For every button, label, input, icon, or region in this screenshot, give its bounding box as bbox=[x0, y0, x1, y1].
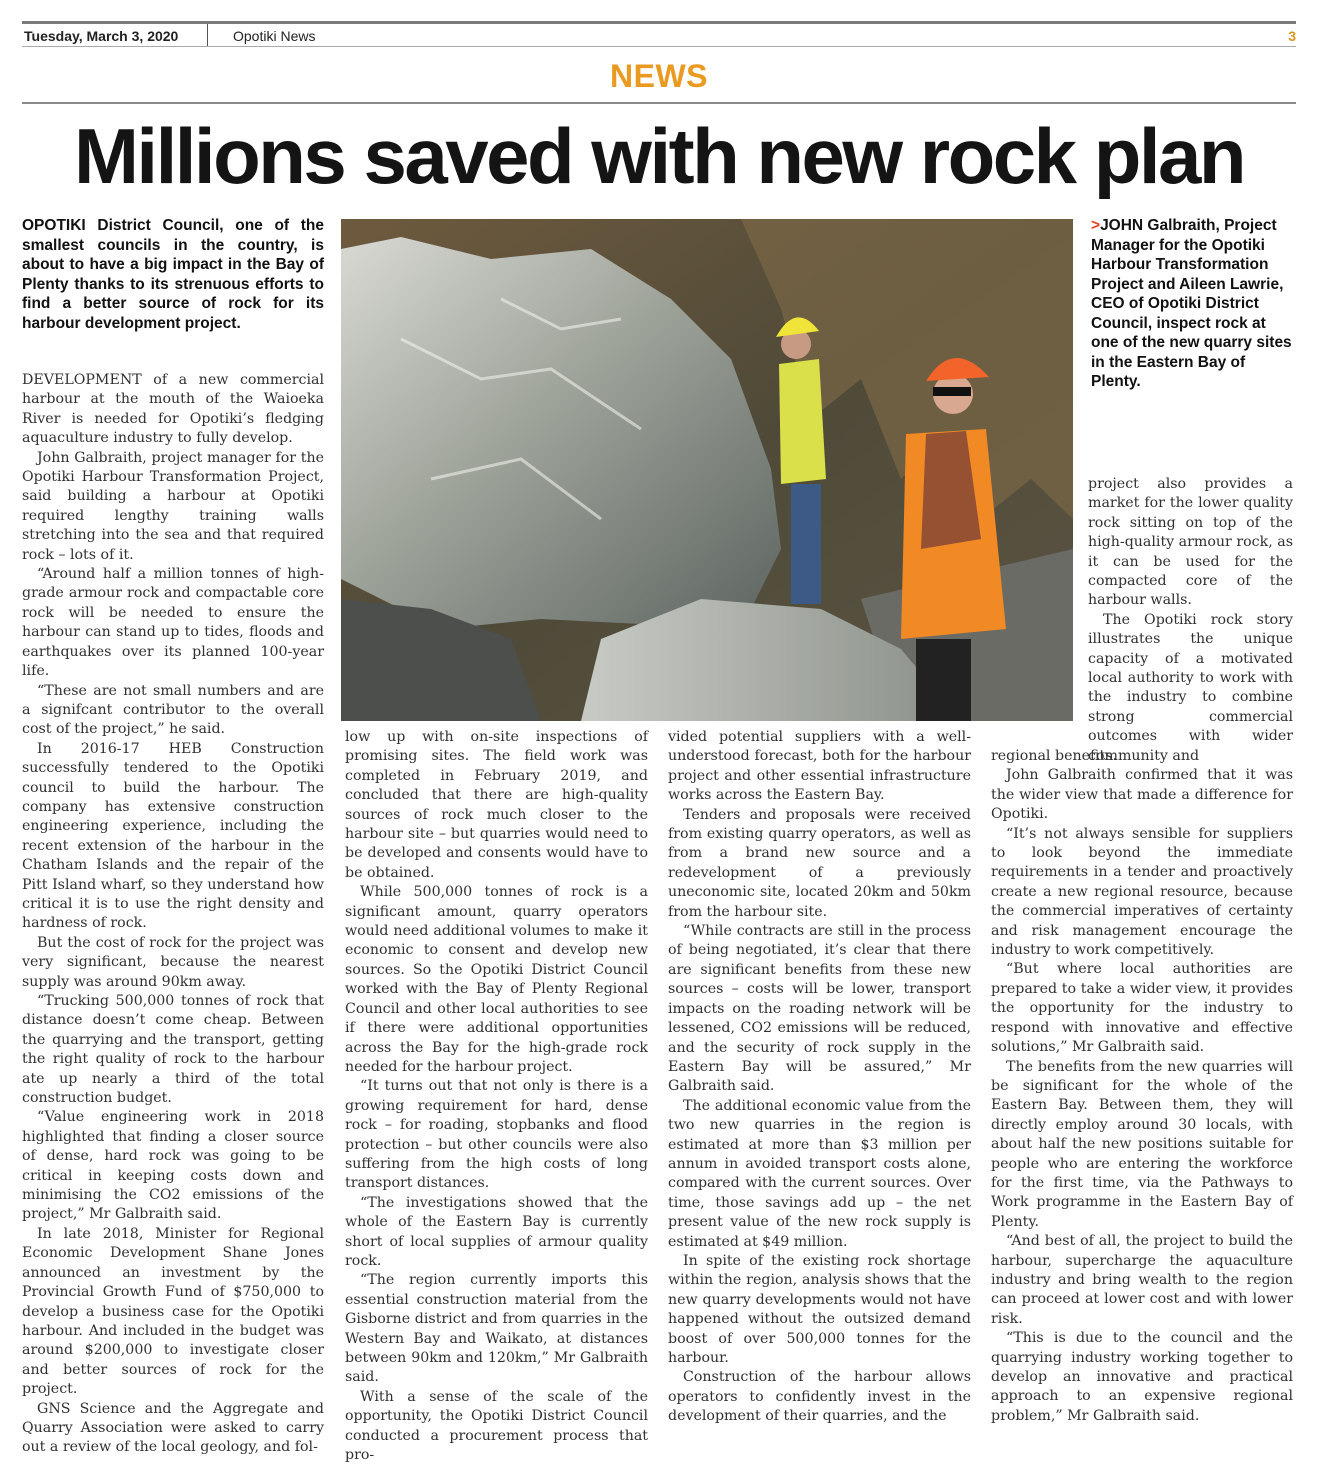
body-paragraph: “While contracts are still in the process of being negotiated, it’s clear that there are significant benefits from these new sources – costs will be lower, transport impacts on the roading network will be lessened, CO2 emissions will be reduced, and the security of rock supply in the Eastern Bay will be assured,” Mr Galbraith said. bbox=[668, 923, 971, 1095]
body-paragraph: “It’s not always sensible for suppliers to look beyond the immediate requirements in a tender and proactively create a new regional resource, because the commercial imperatives of certainty and risk management encourage the industry to work competitively. bbox=[991, 825, 1293, 959]
quarry-photo bbox=[341, 219, 1073, 721]
top-rule bbox=[22, 21, 1296, 24]
body-paragraph: In 2016-17 HEB Construction successfully tendered to the Opotiki council to build the harbour. The company has extensive construction engineering experience, including the recent extension of the harbour in the Chatham Islands and the repair of the Pitt Island wharf, so they understand how critical it is to use the right density and hardness of rock. bbox=[22, 740, 324, 932]
publication-name: Opotiki News bbox=[233, 28, 316, 44]
body-paragraph: While 500,000 tonnes of rock is a significant amount, quarry operators would need additional volumes to make it economic to consent and develop new sources. So the Opotiki District Council worked with the Bay of Plenty Regional Council and other local authorities to see if there were additional opportunities across the Bay for the high-grade rock needed for the harbour project. bbox=[345, 884, 648, 1075]
body-paragraph: The benefits from the new quarries will be significant for the whole of the Eastern Bay. Between them, they will directly employ around 30 locals, with about half the new positions suitable for people who are entering the workforce for the first time, via the Pathways to Work programme in the Eastern Bay of Plenty. bbox=[991, 1058, 1293, 1230]
body-column-2 bbox=[345, 728, 648, 1465]
body-paragraph: regional benefits. bbox=[991, 748, 1117, 764]
body-paragraph: John Galbraith confirmed that it was the wider view that made a difference for Opotiki. bbox=[991, 767, 1293, 823]
header-bottom-rule bbox=[22, 46, 1296, 47]
page-number: 3 bbox=[1288, 28, 1296, 44]
issue-date: Tuesday, March 3, 2020 bbox=[24, 28, 179, 44]
article-intro: OPOTIKI District Council, one of the smallest councils in the country, is about to have a big impact in the Bay of Plenty thanks to its strenuous efforts to find a better source of rock for its harbour development project. bbox=[22, 217, 324, 332]
article-headline: Millions saved with new rock plan bbox=[73, 112, 1245, 200]
body-paragraph: In spite of the existing rock shortage within the region, analysis shows that the new quarry developments would not have happened without the outsized demand boost of over 500,000 tonnes for the harbour. bbox=[668, 1252, 971, 1366]
body-paragraph: “And best of all, the project to build the harbour, supercharge the aquaculture industry and bring wealth to the region can proceed at lower cost and with lower risk. bbox=[991, 1233, 1293, 1327]
body-paragraph: “These are not small numbers and are a signifcant contributor to the overall cost of the project,” he said. bbox=[22, 682, 324, 738]
body-paragraph: vided potential suppliers with a well-understood forecast, both for the harbour project and other essential infrastructure works across the Eastern Bay. bbox=[668, 729, 971, 804]
body-paragraph: “Value engineering work in 2018 highlighted that finding a closer source of dense, hard rock was going to be critical in keeping costs down and minimising the CO2 emissions of the project,” Mr Galbraith said. bbox=[22, 1109, 324, 1223]
body-column-4-upper bbox=[1088, 475, 1293, 766]
body-paragraph: “This is due to the council and the quarrying industry working together to develop an innovative and practical approach to an expensive regional problem,” Mr Galbraith said. bbox=[991, 1330, 1293, 1424]
photo-caption bbox=[1091, 216, 1294, 392]
body-paragraph: GNS Science and the Aggregate and Quarry Association were asked to carry out a review of the local geology, and fol- bbox=[22, 1400, 324, 1456]
body-column-3 bbox=[668, 728, 971, 1427]
body-column-4-lower bbox=[991, 747, 1293, 1426]
body-column-1 bbox=[22, 371, 324, 1458]
body-paragraph: project also provides a market for the lower quality rock sitting on top of the high-quality armour rock, as it can be used for the compacted core of the harbour walls. bbox=[1088, 476, 1293, 609]
header-divider bbox=[207, 24, 208, 46]
body-paragraph: The additional economic value from the two new quarries in the region is estimated at more than $3 million per annum in avoided transport costs alone, compared with the current sources. Over time, those savings add up – the net present value of the new rock supply is estimated at $49 million. bbox=[668, 1097, 971, 1250]
body-paragraph: Construction of the harbour allows operators to confidently invest in the development of their quarries, and the bbox=[668, 1369, 971, 1425]
body-paragraph: “But where local authorities are prepared to take a wider view, it provides the opportunity for the industry to respond with innovative and effective solutions,” Mr Galbraith said. bbox=[991, 961, 1293, 1056]
body-paragraph: low up with on-site inspections of promising sites. The field work was completed in February 2019, and concluded that there are high-quality sources of rock much closer to the harbour site – but quarries would need to be developed and consents would have to be obtained. bbox=[345, 729, 648, 881]
body-paragraph: “The region currently imports this essential construction material from the Gisborne district and from quarries in the Western Bay and Waikato, at distances between 90km and 120km,” Mr Galbraith said. bbox=[345, 1272, 648, 1386]
caption-text: JOHN Galbraith, Project Manager for the Opotiki Harbour Transformation Project and Aileen Lawrie, CEO of Opotiki District Council, inspect rock at one of the new quarry sites in the Eastern Bay of Plenty. bbox=[1091, 217, 1292, 390]
body-paragraph: “The investigations showed that the whole of the Eastern Bay is currently short of local supplies of armour quality rock. bbox=[345, 1194, 648, 1269]
body-paragraph: “Around half a million tonnes of high-grade armour rock and compactable core rock will be needed to ensure the harbour can stand up to tides, floods and earthquakes over its planned 100-year life. bbox=[22, 566, 324, 680]
section-rule bbox=[22, 102, 1296, 104]
section-label: NEWS bbox=[610, 58, 708, 94]
body-paragraph: DEVELOPMENT of a new commercial harbour at the mouth of the Waioeka River is needed for Opotiki’s fledging aquaculture industry to fully develop. bbox=[22, 372, 324, 447]
body-paragraph: With a sense of the scale of the opportunity, the Opotiki District Council conducted a procurement process that pro- bbox=[345, 1388, 648, 1464]
body-paragraph: Tenders and proposals were received from existing quarry operators, as well as from a brand new source and a redevelopment of a previously uneconomic site, located 20km and 50km from the harbour site. bbox=[668, 806, 971, 920]
body-paragraph: “It turns out that not only is there is a growing requirement for hard, dense rock – for roading, stopbanks and flood protection – but other councils were also suffering from the high costs of long transport distances. bbox=[345, 1078, 648, 1192]
body-paragraph: The Opotiki rock story illustrates the unique capacity of a motivated local authority to work with the industry to combine strong commercial outcomes with wider community and bbox=[1088, 611, 1293, 764]
body-paragraph: “Trucking 500,000 tonnes of rock that distance doesn’t come cheap. Between the quarrying and the transport, getting the right quality of rock to the harbour ate up nearly a third of the total construction budget. bbox=[22, 993, 324, 1107]
body-paragraph: John Galbraith, project manager for the Opotiki Harbour Transformation Project, said building a harbour at Opotiki required lengthy training walls stretching into the sea and that required rock – lots of it. bbox=[22, 449, 324, 563]
caption-marker: > bbox=[1091, 217, 1101, 234]
body-paragraph: But the cost of rock for the project was very significant, because the nearest supply was around 90km away. bbox=[22, 934, 324, 990]
body-paragraph: In late 2018, Minister for Regional Economic Development Shane Jones announced an investment by the Provincial Growth Fund of $750,000 to develop a business case for the Opotiki harbour. And included in the budget was around $200,000 to investigate closer and better sources of rock for the project. bbox=[22, 1225, 324, 1398]
